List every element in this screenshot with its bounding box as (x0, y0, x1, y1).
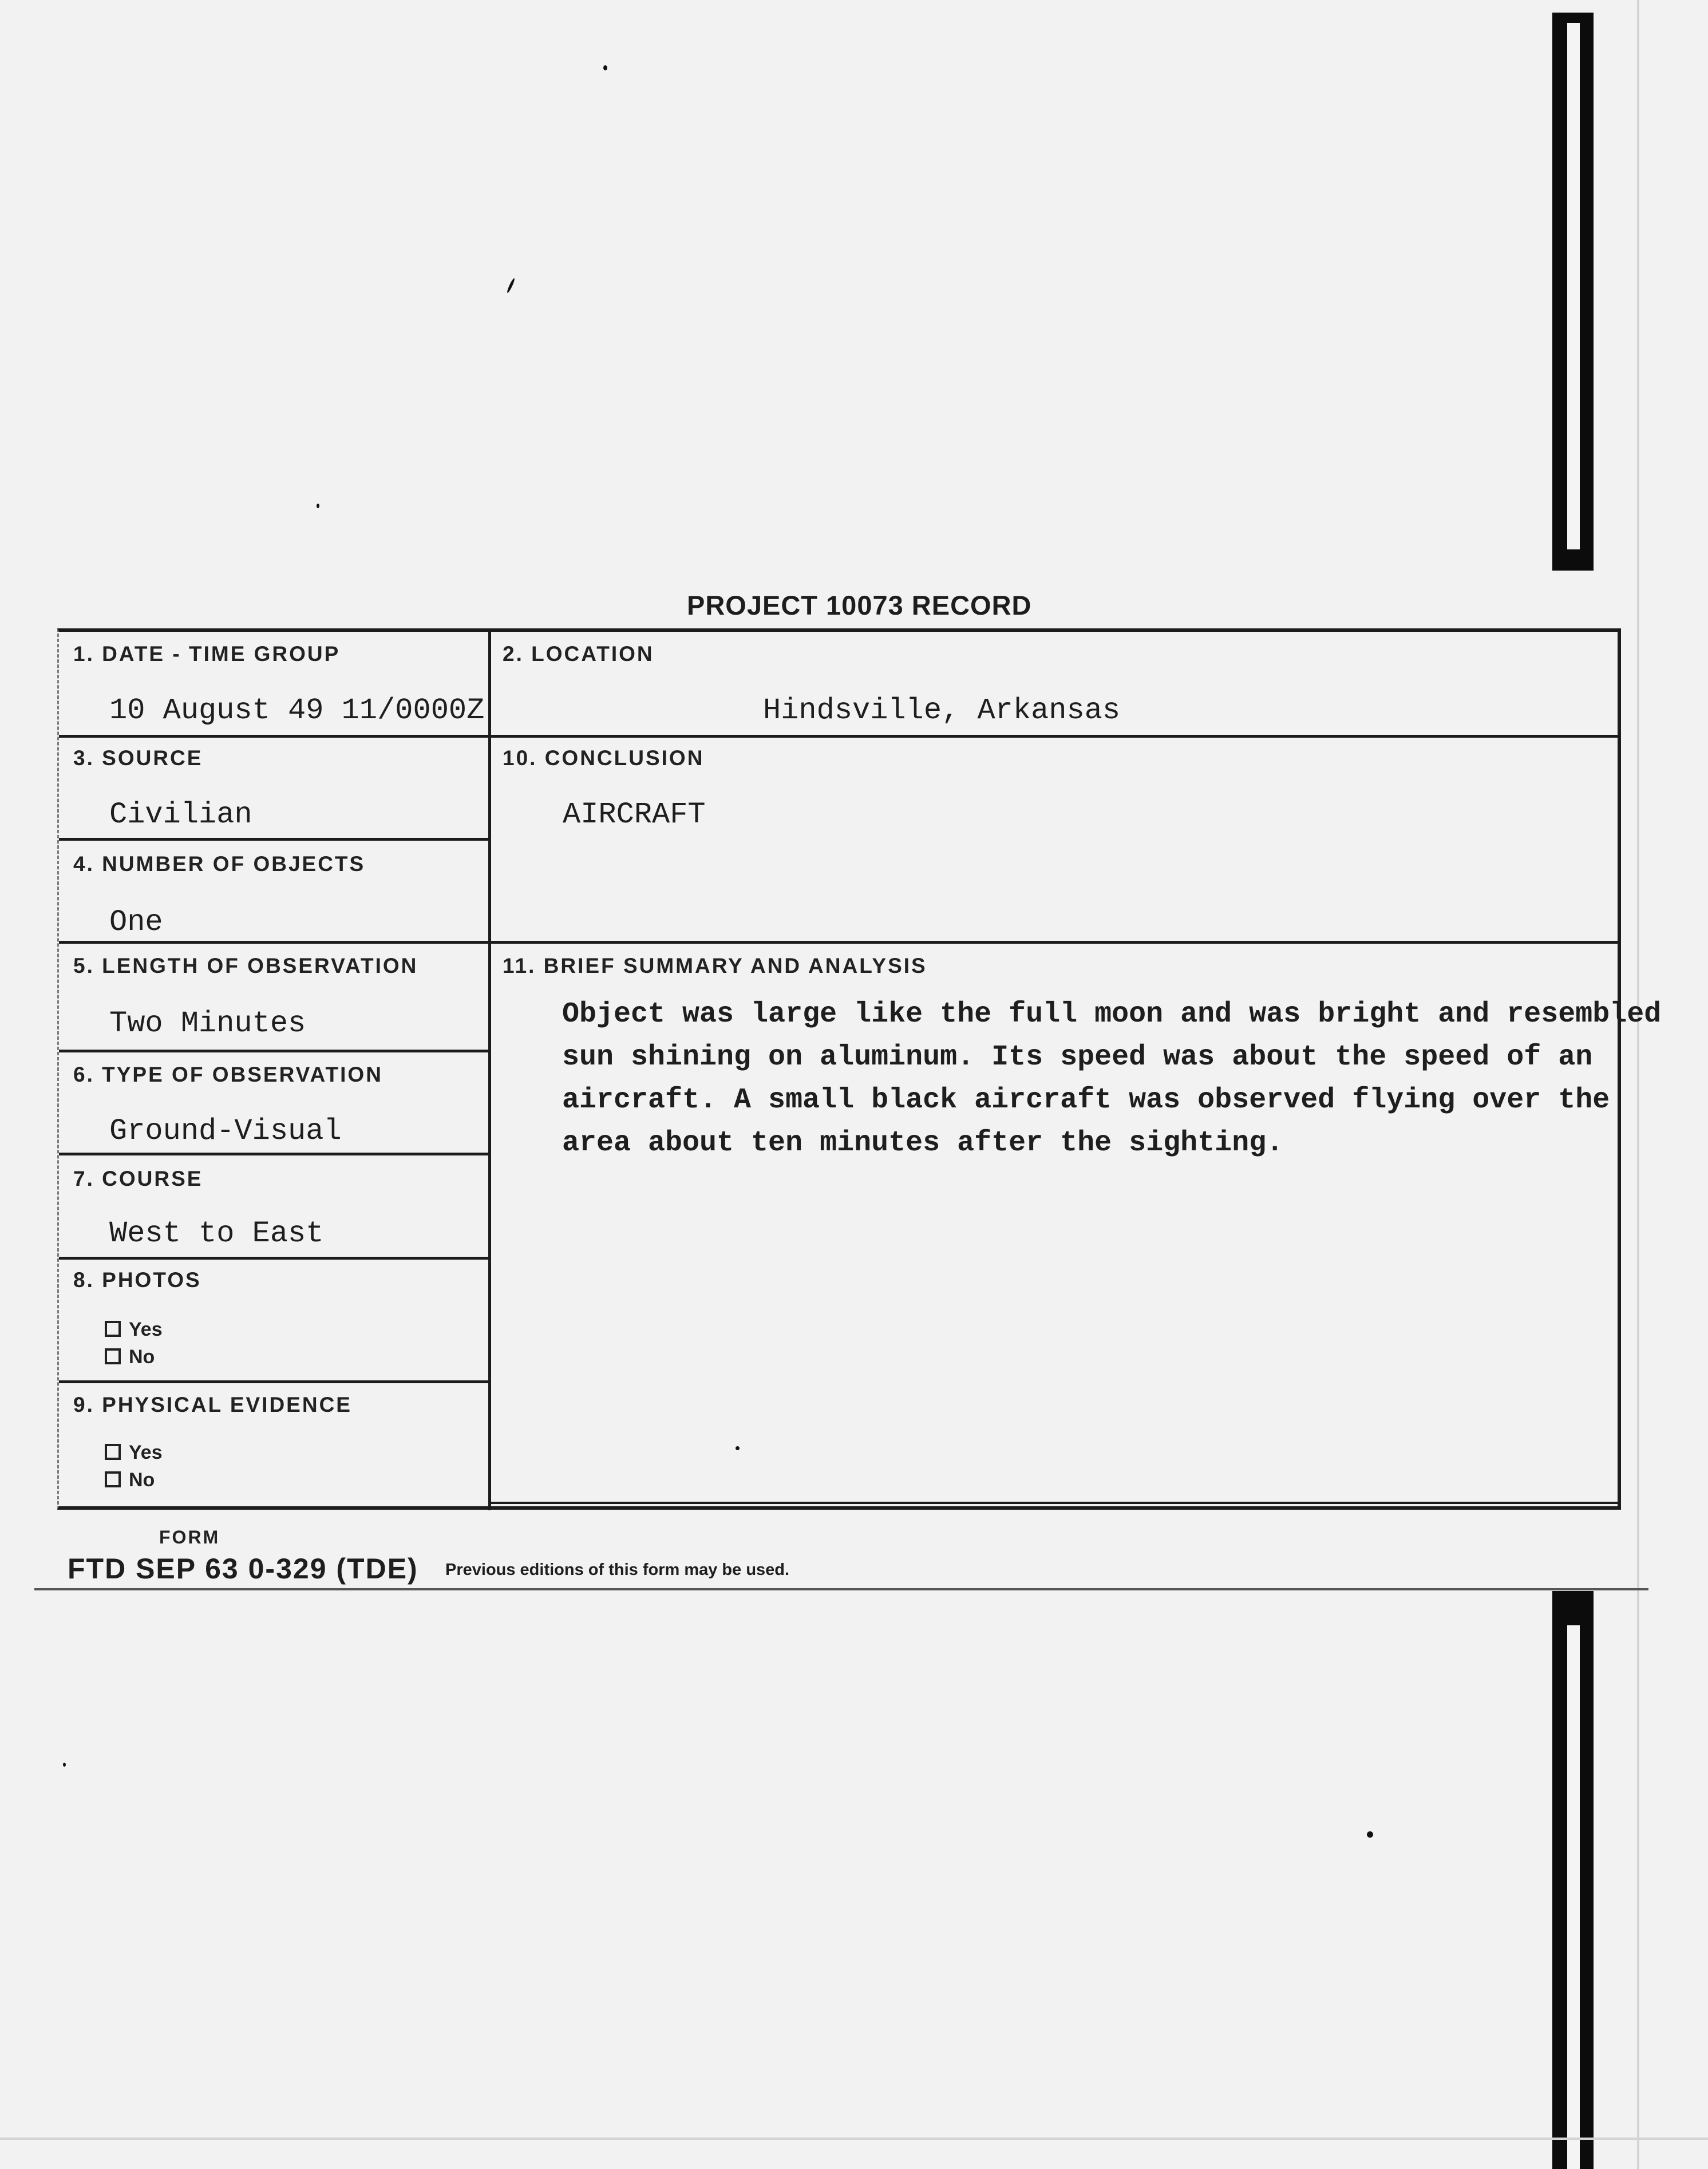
form-title: PROJECT 10073 RECORD (687, 590, 1032, 620)
row-rule-length (59, 1050, 488, 1052)
row-rule-course (59, 1257, 488, 1260)
form-word: FORM (159, 1527, 220, 1547)
dust-speck (1367, 1831, 1373, 1838)
row-rule-source (59, 838, 488, 841)
number-of-objects-value: One (109, 905, 163, 939)
form-id: FTD SEP 63 0-329 (TDE) (68, 1553, 418, 1585)
photos-no-label: No (129, 1346, 155, 1368)
film-edge-bar-bottom-highlight (1567, 1625, 1580, 2169)
date-time-group-value: 10 August 49 11/0000Z (109, 694, 485, 727)
checkbox-box (105, 1321, 121, 1337)
physical-evidence-label: 9. PHYSICAL EVIDENCE (73, 1393, 352, 1416)
length-of-observation-value: Two Minutes (109, 1007, 306, 1040)
photos-no-checkbox[interactable] (105, 1346, 155, 1368)
summary-line: aircraft. A small black aircraft was observed flying over the (562, 1084, 1610, 1117)
checkbox-box (105, 1348, 121, 1364)
photos-label: 8. PHOTOS (73, 1268, 201, 1292)
type-of-observation-label: 6. TYPE OF OBSERVATION (73, 1063, 383, 1086)
source-value: Civilian (109, 798, 252, 832)
summary-line: area about ten minutes after the sighting. (562, 1127, 1284, 1159)
row-rule-photos (59, 1380, 488, 1383)
physical-evidence-yes-checkbox[interactable] (105, 1442, 163, 1464)
summary-label: 11. BRIEF SUMMARY AND ANALYSIS (503, 954, 927, 977)
physical-evidence-no-label: No (129, 1469, 155, 1491)
summary-text (562, 993, 1661, 1165)
physical-evidence-no-checkbox[interactable] (105, 1469, 155, 1491)
length-of-observation-label: 5. LENGTH OF OBSERVATION (73, 954, 418, 977)
dust-speck (63, 1763, 66, 1767)
column-divider (488, 632, 491, 1510)
page-edge-bottom (0, 2138, 1708, 2140)
date-time-group-label: 1. DATE - TIME GROUP (73, 642, 341, 666)
course-value: West to East (109, 1217, 324, 1250)
checkbox-box (105, 1444, 121, 1460)
location-label: 2. LOCATION (503, 642, 654, 666)
location-value: Hindsville, Arkansas (763, 694, 1121, 727)
film-edge-bar-top-highlight (1567, 23, 1580, 549)
number-of-objects-label: 4. NUMBER OF OBJECTS (73, 852, 366, 876)
source-label: 3. SOURCE (73, 746, 203, 770)
checkbox-box (105, 1471, 121, 1487)
summary-line: Object was large like the full moon and was bright and resembled (562, 998, 1662, 1031)
type-of-observation-value: Ground-Visual (109, 1114, 342, 1148)
physical-evidence-yes-label: Yes (129, 1442, 163, 1463)
row-rule-type (59, 1153, 488, 1155)
footer-rule (34, 1588, 1648, 1590)
summary-line: sun shining on aluminum. Its speed was about the speed of an (562, 1041, 1593, 1074)
row-rule-conclusion (59, 941, 1619, 944)
conclusion-label: 10. CONCLUSION (503, 746, 705, 770)
dust-speck (506, 278, 515, 293)
form-note: Previous editions of this form may be used. (445, 1561, 790, 1579)
conclusion-value: AIRCRAFT (563, 798, 706, 832)
photos-yes-checkbox[interactable] (105, 1319, 163, 1341)
dust-speck (603, 65, 607, 70)
row-rule-location (59, 735, 1619, 738)
dust-speck (317, 504, 319, 508)
course-label: 7. COURSE (73, 1167, 203, 1190)
summary-bottom-rule (488, 1502, 1619, 1504)
photos-yes-label: Yes (129, 1319, 163, 1340)
